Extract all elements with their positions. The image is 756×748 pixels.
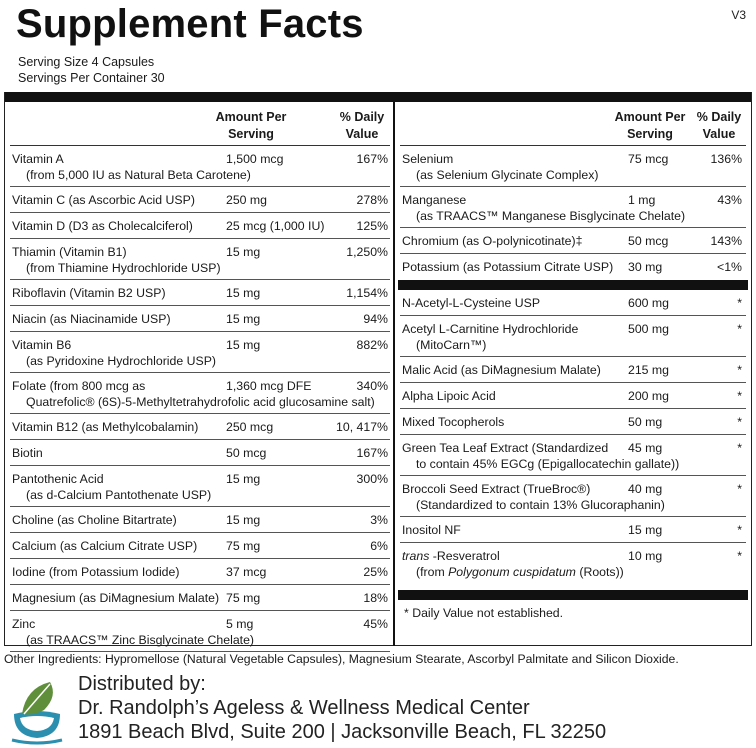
amount-per-serving: 10 mg bbox=[628, 549, 663, 563]
distributor-block bbox=[78, 672, 606, 744]
table-row bbox=[400, 187, 746, 228]
table-row bbox=[10, 533, 390, 559]
daily-value: 143% bbox=[710, 234, 742, 248]
nutrient-source: (as TRAACS™ Zinc Bisglycinate Chelate) bbox=[26, 633, 255, 647]
daily-value: 3% bbox=[370, 513, 388, 527]
table-row bbox=[400, 290, 746, 316]
table-row bbox=[400, 146, 746, 187]
column-divider bbox=[393, 102, 395, 646]
amount-per-serving: 45 mg bbox=[628, 441, 663, 455]
amount-header: Amount Per Serving bbox=[614, 110, 686, 141]
nutrient-source: (from Polygonum cuspidatum (Roots)) bbox=[416, 565, 624, 579]
amount-header: Amount Per Serving bbox=[215, 110, 287, 141]
daily-value: <1% bbox=[717, 260, 742, 274]
amount-per-serving: 1,360 mcg DFE bbox=[226, 379, 312, 393]
nutrient-name: N-Acetyl-L-Cysteine USP bbox=[402, 296, 541, 310]
amount-per-serving: 1 mg bbox=[628, 193, 656, 207]
amount-per-serving: 75 mcg bbox=[628, 152, 669, 166]
other-ingredients: Other Ingredients: Hypromellose (Natural Vegetable Capsules), Magnesium Stearate, Ascorbyl Palmitate and Silicon Dioxide. bbox=[4, 652, 679, 666]
section-bar bbox=[398, 590, 748, 600]
nutrient-name: Green Tea Leaf Extract (Standardized bbox=[402, 441, 609, 455]
amount-per-serving: 250 mg bbox=[226, 193, 268, 207]
mortar-pestle-leaf-logo-icon bbox=[6, 674, 68, 746]
nutrient-source: (as Pyridoxine Hydrochloride USP) bbox=[26, 354, 216, 368]
amount-per-serving: 25 mcg (1,000 IU) bbox=[226, 219, 325, 233]
nutrient-name: Vitamin A bbox=[12, 152, 64, 166]
table-row bbox=[400, 543, 746, 584]
serving-size: Serving Size 4 Capsules bbox=[18, 55, 155, 69]
table-row bbox=[400, 228, 746, 254]
page-title: Supplement Facts bbox=[16, 2, 364, 46]
nutrient-source: (as Selenium Glycinate Complex) bbox=[416, 168, 599, 182]
dv-header: % Daily Value bbox=[696, 110, 742, 141]
table-row bbox=[10, 440, 390, 466]
amount-per-serving: 500 mg bbox=[628, 322, 670, 336]
table-row bbox=[10, 414, 390, 440]
table-row bbox=[400, 316, 746, 357]
daily-value: 45% bbox=[363, 617, 388, 631]
daily-value: * bbox=[737, 441, 742, 455]
nutrient-name: Zinc bbox=[12, 617, 36, 631]
daily-value: 136% bbox=[710, 152, 742, 166]
nutrient-name: Vitamin D (D3 as Cholecalciferol) bbox=[12, 219, 193, 233]
daily-value: * bbox=[737, 296, 742, 310]
table-row bbox=[10, 239, 390, 280]
table-row bbox=[10, 280, 390, 306]
amount-per-serving: 75 mg bbox=[226, 539, 261, 553]
nutrient-name: Inositol NF bbox=[402, 523, 461, 537]
distributor-label: Distributed by: bbox=[78, 673, 206, 695]
nutrient-name: Broccoli Seed Extract (TrueBroc®) bbox=[402, 482, 591, 496]
nutrient-source: to contain 45% EGCg (Epigallocatechin gallate)) bbox=[416, 457, 680, 471]
amount-per-serving: 50 mcg bbox=[628, 234, 669, 248]
amount-per-serving: 600 mg bbox=[628, 296, 670, 310]
nutrient-name: Biotin bbox=[12, 446, 43, 460]
table-row bbox=[400, 383, 746, 409]
table-row bbox=[10, 146, 390, 187]
nutrient-name: Iodine (from Potassium Iodide) bbox=[12, 565, 180, 579]
table-row bbox=[400, 357, 746, 383]
daily-value: 300% bbox=[356, 472, 388, 486]
nutrient-name: Vitamin B6 bbox=[12, 338, 72, 352]
amount-per-serving: 15 mg bbox=[226, 286, 261, 300]
nutrient-name: Chromium (as O-polynicotinate)‡ bbox=[402, 234, 583, 248]
table-row bbox=[10, 585, 390, 611]
nutrient-name: Thiamin (Vitamin B1) bbox=[12, 245, 127, 259]
nutrient-name: Malic Acid (as DiMagnesium Malate) bbox=[402, 363, 601, 377]
left-header bbox=[10, 102, 390, 146]
table-row bbox=[10, 373, 390, 414]
daily-value: * bbox=[737, 482, 742, 496]
nutrient-name: Selenium bbox=[402, 152, 454, 166]
amount-per-serving: 15 mg bbox=[226, 472, 261, 486]
daily-value: * bbox=[737, 322, 742, 336]
table-row bbox=[400, 517, 746, 543]
nutrient-name: Choline (as Choline Bitartrate) bbox=[12, 513, 177, 527]
nutrient-name: Vitamin C (as Ascorbic Acid USP) bbox=[12, 193, 195, 207]
table-row bbox=[400, 435, 746, 476]
nutrient-name: Mixed Tocopherols bbox=[402, 415, 505, 429]
nutrient-name: Calcium (as Calcium Citrate USP) bbox=[12, 539, 198, 553]
daily-value: 125% bbox=[356, 219, 388, 233]
amount-per-serving: 15 mg bbox=[226, 245, 261, 259]
left-column bbox=[10, 102, 390, 652]
footnote: * Daily Value not established. bbox=[404, 606, 564, 620]
servings-per-container: Servings Per Container 30 bbox=[18, 71, 165, 85]
amount-per-serving: 5 mg bbox=[226, 617, 254, 631]
daily-value: 167% bbox=[356, 446, 388, 460]
table-row bbox=[10, 332, 390, 373]
amount-per-serving: 15 mg bbox=[226, 312, 261, 326]
left-rows bbox=[10, 146, 390, 652]
nutrient-source: (from 5,000 IU as Natural Beta Carotene) bbox=[26, 168, 251, 182]
nutrient-source: (as TRAACS™ Manganese Bisglycinate Chelate) bbox=[416, 209, 686, 223]
table-row bbox=[400, 254, 746, 280]
amount-per-serving: 30 mg bbox=[628, 260, 663, 274]
table-row bbox=[10, 213, 390, 239]
nutrient-name: Niacin (as Niacinamide USP) bbox=[12, 312, 171, 326]
nutrient-source: (MitoCarn™) bbox=[416, 338, 487, 352]
right-rows-minerals bbox=[400, 146, 746, 280]
nutrient-name: Alpha Lipoic Acid bbox=[402, 389, 496, 403]
nutrient-name: Potassium (as Potassium Citrate USP) bbox=[402, 260, 614, 274]
right-header bbox=[400, 102, 746, 146]
nutrient-name: Vitamin B12 (as Methylcobalamin) bbox=[12, 420, 199, 434]
nutrient-name: Pantothenic Acid bbox=[12, 472, 104, 486]
top-bar bbox=[5, 92, 751, 102]
amount-per-serving: 50 mg bbox=[628, 415, 663, 429]
table-row bbox=[10, 559, 390, 585]
amount-per-serving: 200 mg bbox=[628, 389, 670, 403]
dv-header: % Daily Value bbox=[339, 110, 385, 141]
daily-value: * bbox=[737, 523, 742, 537]
daily-value: 10, 417% bbox=[336, 420, 388, 434]
amount-per-serving: 75 mg bbox=[226, 591, 261, 605]
table-row bbox=[10, 466, 390, 507]
nutrient-name: trans -Resveratrol bbox=[402, 549, 500, 563]
table-row bbox=[10, 187, 390, 213]
amount-per-serving: 40 mg bbox=[628, 482, 663, 496]
nutrient-name: Manganese bbox=[402, 193, 467, 207]
amount-per-serving: 37 mcg bbox=[226, 565, 267, 579]
nutrient-name: Riboflavin (Vitamin B2 USP) bbox=[12, 286, 166, 300]
daily-value: 1,250% bbox=[346, 245, 388, 259]
daily-value: 1,154% bbox=[346, 286, 388, 300]
right-column bbox=[400, 102, 746, 626]
table-row bbox=[400, 409, 746, 435]
version-label: V3 bbox=[731, 8, 746, 22]
distributor-name: Dr. Randolph’s Ageless & Wellness Medical Center bbox=[78, 697, 530, 719]
amount-per-serving: 1,500 mcg bbox=[226, 152, 284, 166]
daily-value: 278% bbox=[356, 193, 388, 207]
amount-per-serving: 15 mg bbox=[628, 523, 663, 537]
nutrient-name: Folate (from 800 mcg as bbox=[12, 379, 146, 393]
daily-value: 882% bbox=[356, 338, 388, 352]
section-bar bbox=[398, 280, 748, 290]
nutrient-source: Quatrefolic® (6S)-5-Methyltetrahydrofolic acid glucosamine salt) bbox=[26, 395, 375, 409]
daily-value: 25% bbox=[363, 565, 388, 579]
daily-value: 18% bbox=[363, 591, 388, 605]
nutrient-name: Acetyl L-Carnitine Hydrochloride bbox=[402, 322, 579, 336]
amount-per-serving: 15 mg bbox=[226, 338, 261, 352]
amount-per-serving: 50 mcg bbox=[226, 446, 267, 460]
daily-value: * bbox=[737, 415, 742, 429]
nutrient-source: (as d-Calcium Pantothenate USP) bbox=[26, 488, 212, 502]
daily-value: 340% bbox=[356, 379, 388, 393]
nutrient-name: Magnesium (as DiMagnesium Malate) bbox=[12, 591, 220, 605]
daily-value: * bbox=[737, 363, 742, 377]
nutrient-source: (Standardized to contain 13% Glucoraphanin) bbox=[416, 498, 665, 512]
daily-value: 94% bbox=[363, 312, 388, 326]
right-rows-other bbox=[400, 290, 746, 584]
daily-value: 167% bbox=[356, 152, 388, 166]
daily-value: * bbox=[737, 389, 742, 403]
amount-per-serving: 250 mcg bbox=[226, 420, 274, 434]
amount-per-serving: 215 mg bbox=[628, 363, 670, 377]
table-row bbox=[10, 507, 390, 533]
table-row bbox=[400, 476, 746, 517]
table-row bbox=[10, 306, 390, 332]
daily-value: 6% bbox=[370, 539, 388, 553]
distributor-address: 1891 Beach Blvd, Suite 200 | Jacksonville Beach, FL 32250 bbox=[78, 721, 607, 743]
serving-info bbox=[18, 54, 165, 86]
nutrient-source: (from Thiamine Hydrochloride USP) bbox=[26, 261, 221, 275]
daily-value: * bbox=[737, 549, 742, 563]
daily-value: 43% bbox=[717, 193, 742, 207]
amount-per-serving: 15 mg bbox=[226, 513, 261, 527]
table-row bbox=[10, 611, 390, 652]
